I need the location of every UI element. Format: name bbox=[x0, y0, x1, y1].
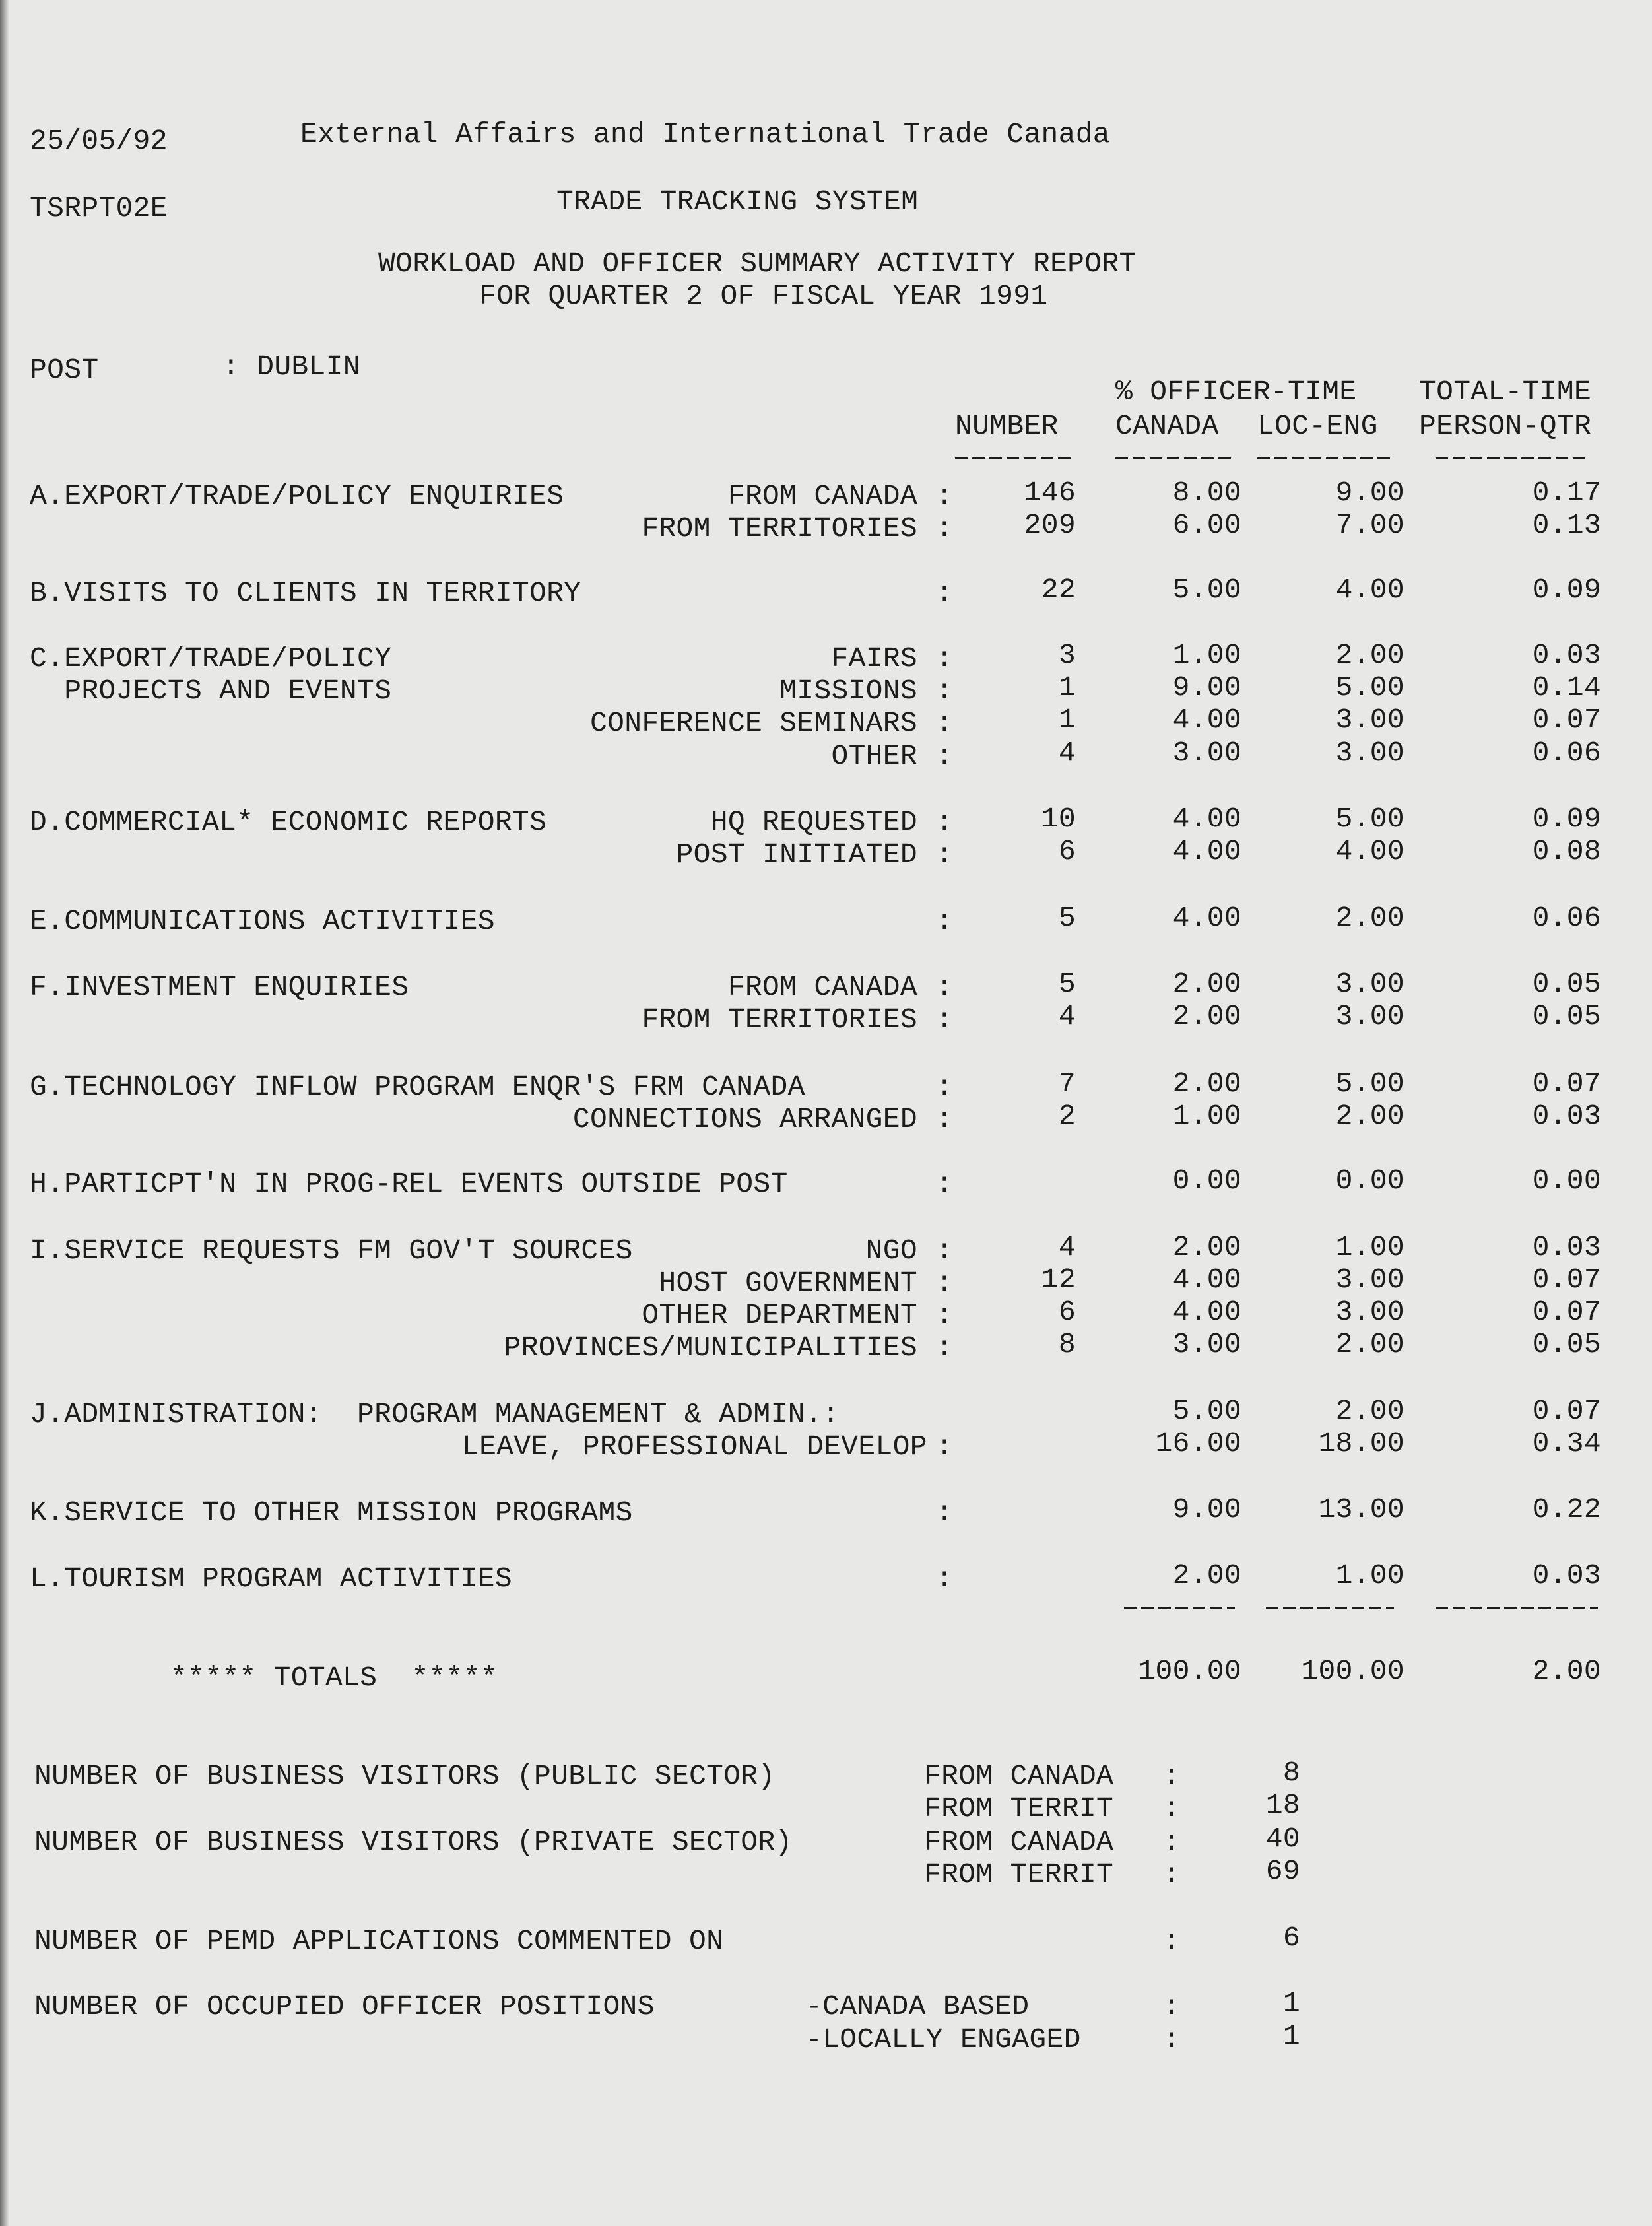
row-colon: : bbox=[936, 1563, 954, 1595]
row-colon: : bbox=[936, 480, 954, 512]
row-colon: : bbox=[936, 1071, 954, 1103]
summary-sub-label: -LOCALLY ENGAGED bbox=[805, 2023, 1081, 2056]
row-loc-eng-pct: 3.00 bbox=[1335, 968, 1404, 1000]
row-canada-pct: 9.00 bbox=[1172, 1493, 1241, 1526]
column-header-total-time: TOTAL-TIME bbox=[1419, 376, 1592, 408]
row-canada-pct: 3.00 bbox=[1172, 1328, 1241, 1361]
totals-person-qtr: 2.00 bbox=[1532, 1655, 1601, 1687]
summary-value: 8 bbox=[1282, 1757, 1300, 1789]
row-colon: : bbox=[936, 707, 954, 739]
row-canada-pct: 9.00 bbox=[1172, 671, 1241, 704]
row-colon: : bbox=[936, 577, 954, 609]
row-colon: : bbox=[936, 838, 954, 871]
summary-colon: : bbox=[1163, 1858, 1181, 1891]
row-number: 6 bbox=[1058, 1296, 1076, 1328]
row-colon: : bbox=[936, 806, 954, 838]
row-loc-eng-pct: 3.00 bbox=[1335, 1296, 1404, 1328]
row-number: 209 bbox=[1024, 509, 1076, 541]
totals-label: ***** TOTALS ***** bbox=[170, 1662, 498, 1694]
row-loc-eng-pct: 3.00 bbox=[1335, 1264, 1404, 1296]
summary-colon: : bbox=[1163, 1990, 1181, 2023]
column-header-person-qtr: PERSON-QTR bbox=[1419, 410, 1592, 442]
summary-value: 6 bbox=[1282, 1922, 1300, 1954]
report-date: 25/05/92 bbox=[30, 125, 168, 157]
row-label: K.SERVICE TO OTHER MISSION PROGRAMS bbox=[30, 1497, 633, 1529]
row-sub-label: NGO bbox=[865, 1234, 917, 1267]
totals-rule bbox=[1266, 1607, 1394, 1609]
row-canada-pct: 1.00 bbox=[1172, 1100, 1241, 1132]
department-name: External Affairs and International Trade Canada bbox=[300, 118, 1110, 151]
row-canada-pct: 8.00 bbox=[1172, 477, 1241, 509]
row-loc-eng-pct: 4.00 bbox=[1335, 574, 1404, 606]
row-canada-pct: 4.00 bbox=[1172, 1296, 1241, 1328]
row-person-qtr: 0.34 bbox=[1532, 1427, 1601, 1460]
row-colon: : bbox=[936, 1003, 954, 1036]
column-header-pct-officer-time: % OFFICER-TIME bbox=[1115, 376, 1357, 408]
row-number: 1 bbox=[1058, 671, 1076, 704]
totals-rule bbox=[1436, 1607, 1598, 1609]
row-label: I.SERVICE REQUESTS FM GOV'T SOURCES bbox=[30, 1234, 633, 1267]
row-number: 4 bbox=[1058, 1000, 1076, 1032]
row-number: 3 bbox=[1058, 639, 1076, 671]
row-canada-pct: 0.00 bbox=[1172, 1164, 1241, 1197]
row-sub-label: FROM TERRITORIES bbox=[642, 1003, 917, 1036]
row-person-qtr: 0.03 bbox=[1532, 1231, 1601, 1264]
row-sub-label: FROM TERRITORIES bbox=[642, 512, 917, 545]
row-loc-eng-pct: 2.00 bbox=[1335, 902, 1404, 934]
row-person-qtr: 0.07 bbox=[1532, 1296, 1601, 1328]
totals-loc-eng: 100.00 bbox=[1301, 1655, 1404, 1687]
row-loc-eng-pct: 1.00 bbox=[1335, 1559, 1404, 1592]
row-canada-pct: 4.00 bbox=[1172, 803, 1241, 835]
row-canada-pct: 2.00 bbox=[1172, 1000, 1241, 1032]
row-loc-eng-pct: 2.00 bbox=[1335, 639, 1404, 671]
summary-colon: : bbox=[1163, 1760, 1181, 1792]
row-person-qtr: 0.06 bbox=[1532, 737, 1601, 769]
row-loc-eng-pct: 5.00 bbox=[1335, 1067, 1404, 1100]
row-person-qtr: 0.05 bbox=[1532, 968, 1601, 1000]
row-canada-pct: 2.00 bbox=[1172, 1559, 1241, 1592]
summary-value: 1 bbox=[1282, 2020, 1300, 2052]
summary-sub-label: FROM CANADA bbox=[924, 1760, 1114, 1792]
row-label: E.COMMUNICATIONS ACTIVITIES bbox=[30, 905, 495, 937]
row-canada-pct: 4.00 bbox=[1172, 835, 1241, 867]
row-canada-pct: 3.00 bbox=[1172, 737, 1241, 769]
row-loc-eng-pct: 13.00 bbox=[1318, 1493, 1404, 1526]
row-loc-eng-pct: 18.00 bbox=[1318, 1427, 1404, 1460]
row-person-qtr: 0.07 bbox=[1532, 1395, 1601, 1427]
row-sub-label: LEAVE, PROFESSIONAL DEVELOP bbox=[462, 1431, 927, 1463]
row-loc-eng-pct: 9.00 bbox=[1335, 477, 1404, 509]
summary-value: 40 bbox=[1265, 1823, 1300, 1855]
summary-colon: : bbox=[1163, 1792, 1181, 1825]
summary-value: 69 bbox=[1265, 1855, 1300, 1887]
row-colon: : bbox=[936, 1103, 954, 1135]
row-canada-pct: 4.00 bbox=[1172, 704, 1241, 736]
row-person-qtr: 0.07 bbox=[1532, 704, 1601, 736]
row-loc-eng-pct: 7.00 bbox=[1335, 509, 1404, 541]
row-sub-label: POST INITIATED bbox=[676, 838, 917, 871]
row-canada-pct: 2.00 bbox=[1172, 968, 1241, 1000]
header-rule bbox=[1115, 457, 1235, 459]
row-colon: : bbox=[936, 675, 954, 707]
row-loc-eng-pct: 2.00 bbox=[1335, 1100, 1404, 1132]
row-colon: : bbox=[936, 1431, 954, 1463]
row-person-qtr: 0.00 bbox=[1532, 1164, 1601, 1197]
row-label: C.EXPORT/TRADE/POLICY bbox=[30, 642, 392, 675]
row-loc-eng-pct: 0.00 bbox=[1335, 1164, 1404, 1197]
row-number: 146 bbox=[1024, 477, 1076, 509]
post-value: : DUBLIN bbox=[222, 351, 360, 383]
totals-canada: 100.00 bbox=[1138, 1655, 1241, 1687]
row-number: 4 bbox=[1058, 737, 1076, 769]
summary-sub-label: -CANADA BASED bbox=[805, 1990, 1030, 2023]
summary-value: 1 bbox=[1282, 1987, 1300, 2019]
row-sub-label: CONFERENCE SEMINARS bbox=[590, 707, 917, 739]
row-canada-pct: 4.00 bbox=[1172, 1264, 1241, 1296]
row-number: 5 bbox=[1058, 902, 1076, 934]
row-colon: : bbox=[936, 905, 954, 937]
row-number: 5 bbox=[1058, 968, 1076, 1000]
summary-sub-label: FROM CANADA bbox=[924, 1826, 1114, 1858]
row-loc-eng-pct: 3.00 bbox=[1335, 704, 1404, 736]
row-sub-label: FAIRS bbox=[831, 642, 917, 675]
row-colon: : bbox=[936, 1234, 954, 1267]
row-colon: : bbox=[936, 740, 954, 772]
row-label: PROJECTS AND EVENTS bbox=[30, 675, 392, 707]
summary-label: NUMBER OF PEMD APPLICATIONS COMMENTED ON bbox=[34, 1925, 724, 1957]
row-number: 2 bbox=[1058, 1100, 1076, 1132]
summary-colon: : bbox=[1163, 2023, 1181, 2056]
row-colon: : bbox=[936, 512, 954, 545]
row-colon: : bbox=[936, 642, 954, 675]
row-canada-pct: 5.00 bbox=[1172, 574, 1241, 606]
report-subtitle: FOR QUARTER 2 OF FISCAL YEAR 1991 bbox=[479, 280, 1048, 312]
row-label: F.INVESTMENT ENQUIRIES bbox=[30, 971, 409, 1003]
row-sub-label: HOST GOVERNMENT bbox=[659, 1267, 917, 1299]
row-number: 6 bbox=[1058, 835, 1076, 867]
row-label: L.TOURISM PROGRAM ACTIVITIES bbox=[30, 1563, 512, 1595]
summary-colon: : bbox=[1163, 1826, 1181, 1858]
system-name: TRADE TRACKING SYSTEM bbox=[556, 186, 919, 218]
row-colon: : bbox=[936, 1332, 954, 1364]
row-label: J.ADMINISTRATION: PROGRAM MANAGEMENT & ADMIN.: bbox=[30, 1398, 840, 1431]
row-colon: : bbox=[936, 1267, 954, 1299]
row-canada-pct: 2.00 bbox=[1172, 1067, 1241, 1100]
row-canada-pct: 5.00 bbox=[1172, 1395, 1241, 1427]
row-loc-eng-pct: 2.00 bbox=[1335, 1395, 1404, 1427]
header-rule bbox=[955, 457, 1074, 459]
row-sub-label: FROM CANADA bbox=[727, 480, 917, 512]
summary-value: 18 bbox=[1265, 1789, 1300, 1821]
post-label: POST bbox=[30, 354, 99, 386]
row-number: 7 bbox=[1058, 1067, 1076, 1100]
totals-rule bbox=[1124, 1607, 1235, 1609]
row-person-qtr: 0.22 bbox=[1532, 1493, 1601, 1526]
row-colon: : bbox=[936, 1497, 954, 1529]
row-label: G.TECHNOLOGY INFLOW PROGRAM ENQR'S FRM CANADA bbox=[30, 1071, 805, 1103]
row-person-qtr: 0.03 bbox=[1532, 639, 1601, 671]
row-person-qtr: 0.09 bbox=[1532, 574, 1601, 606]
row-person-qtr: 0.08 bbox=[1532, 835, 1601, 867]
row-number: 4 bbox=[1058, 1231, 1076, 1264]
row-loc-eng-pct: 3.00 bbox=[1335, 1000, 1404, 1032]
row-sub-label: PROVINCES/MUNICIPALITIES bbox=[504, 1332, 917, 1364]
row-label: D.COMMERCIAL* ECONOMIC REPORTS bbox=[30, 806, 547, 838]
row-person-qtr: 0.07 bbox=[1532, 1264, 1601, 1296]
row-sub-label: OTHER DEPARTMENT bbox=[642, 1299, 917, 1332]
row-number: 12 bbox=[1041, 1264, 1076, 1296]
row-number: 22 bbox=[1041, 574, 1076, 606]
report-code: TSRPT02E bbox=[30, 192, 168, 224]
row-sub-label: HQ REQUESTED bbox=[710, 806, 917, 838]
row-person-qtr: 0.06 bbox=[1532, 902, 1601, 934]
summary-label: NUMBER OF BUSINESS VISITORS (PUBLIC SECTOR) bbox=[34, 1760, 776, 1792]
row-canada-pct: 4.00 bbox=[1172, 902, 1241, 934]
row-label: H.PARTICPT'N IN PROG-REL EVENTS OUTSIDE POST bbox=[30, 1168, 788, 1200]
row-person-qtr: 0.03 bbox=[1532, 1559, 1601, 1592]
row-sub-label: FROM CANADA bbox=[727, 971, 917, 1003]
row-label: A.EXPORT/TRADE/POLICY ENQUIRIES bbox=[30, 480, 564, 512]
row-canada-pct: 1.00 bbox=[1172, 639, 1241, 671]
row-loc-eng-pct: 3.00 bbox=[1335, 737, 1404, 769]
row-loc-eng-pct: 4.00 bbox=[1335, 835, 1404, 867]
row-number: 8 bbox=[1058, 1328, 1076, 1361]
header-rule bbox=[1436, 457, 1589, 459]
row-canada-pct: 16.00 bbox=[1155, 1427, 1241, 1460]
row-person-qtr: 0.09 bbox=[1532, 803, 1601, 835]
summary-label: NUMBER OF BUSINESS VISITORS (PRIVATE SECTOR) bbox=[34, 1826, 793, 1858]
scan-edge bbox=[0, 0, 9, 2226]
column-header-loc-eng: LOC-ENG bbox=[1257, 410, 1378, 442]
row-loc-eng-pct: 1.00 bbox=[1335, 1231, 1404, 1264]
row-canada-pct: 6.00 bbox=[1172, 509, 1241, 541]
row-loc-eng-pct: 5.00 bbox=[1335, 803, 1404, 835]
row-person-qtr: 0.13 bbox=[1532, 509, 1601, 541]
row-loc-eng-pct: 5.00 bbox=[1335, 671, 1404, 704]
row-person-qtr: 0.07 bbox=[1532, 1067, 1601, 1100]
row-sub-label: CONNECTIONS ARRANGED bbox=[572, 1103, 917, 1135]
row-colon: : bbox=[936, 1168, 954, 1200]
report-title: WORKLOAD AND OFFICER SUMMARY ACTIVITY REPORT bbox=[378, 248, 1137, 280]
row-number: 10 bbox=[1041, 803, 1076, 835]
summary-colon: : bbox=[1163, 1925, 1181, 1957]
column-header-number: NUMBER bbox=[955, 410, 1059, 442]
column-header-canada: CANADA bbox=[1115, 410, 1219, 442]
row-person-qtr: 0.05 bbox=[1532, 1328, 1601, 1361]
summary-sub-label: FROM TERRIT bbox=[924, 1858, 1114, 1891]
header-rule bbox=[1257, 457, 1394, 459]
row-sub-label: MISSIONS bbox=[779, 675, 917, 707]
row-loc-eng-pct: 2.00 bbox=[1335, 1328, 1404, 1361]
summary-sub-label: FROM TERRIT bbox=[924, 1792, 1114, 1825]
row-colon: : bbox=[936, 1299, 954, 1332]
row-number: 1 bbox=[1058, 704, 1076, 736]
row-canada-pct: 2.00 bbox=[1172, 1231, 1241, 1264]
row-person-qtr: 0.14 bbox=[1532, 671, 1601, 704]
summary-label: NUMBER OF OCCUPIED OFFICER POSITIONS bbox=[34, 1990, 655, 2023]
row-person-qtr: 0.05 bbox=[1532, 1000, 1601, 1032]
row-person-qtr: 0.17 bbox=[1532, 477, 1601, 509]
row-sub-label: OTHER bbox=[831, 740, 917, 772]
row-person-qtr: 0.03 bbox=[1532, 1100, 1601, 1132]
row-colon: : bbox=[936, 971, 954, 1003]
row-label: B.VISITS TO CLIENTS IN TERRITORY bbox=[30, 577, 581, 609]
